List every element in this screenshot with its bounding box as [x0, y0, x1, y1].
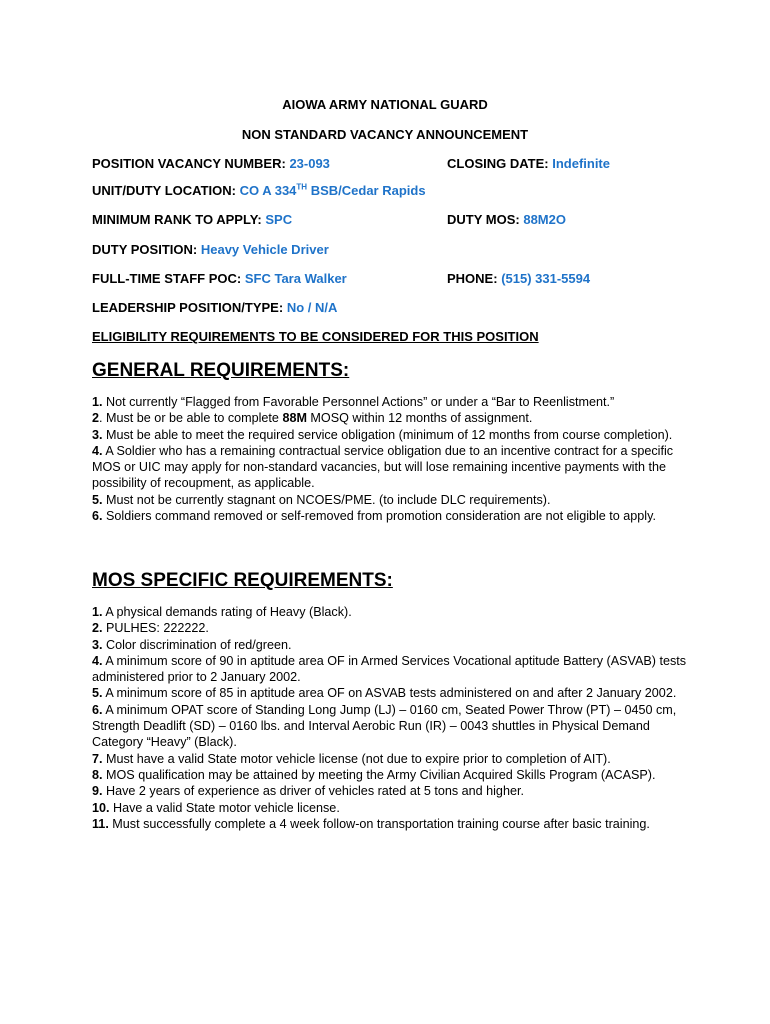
closing-date-value: Indefinite: [552, 156, 610, 171]
leadership-value: No / N/A: [286, 300, 338, 315]
position-vacancy-field: [92, 156, 330, 171]
item-number: 3.: [92, 637, 103, 652]
position-vacancy-label: POSITION VACANCY NUMBER:: [92, 156, 286, 171]
general-requirements-heading: GENERAL REQUIREMENTS:: [92, 360, 350, 381]
list-item: [92, 816, 692, 832]
item-text: Have 2 years of experience as driver of vehicles rated at 5 tons and higher.: [102, 784, 524, 799]
phone-field: [447, 271, 590, 286]
phone-label: PHONE:: [447, 271, 498, 286]
poc-value: SFC Tara Walker: [244, 271, 347, 286]
duty-mos-label: DUTY MOS:: [447, 212, 520, 227]
item-text: PULHES: 222222.: [102, 621, 209, 636]
min-rank-field: [92, 212, 292, 227]
item-number: 2.: [92, 621, 103, 636]
item-text-bold: 88M: [282, 411, 307, 426]
item-text: Not currently “Flagged from Favorable Personnel Actions” or under a “Bar to Reenlistment.”: [102, 395, 615, 409]
item-number: 2: [92, 411, 100, 426]
list-item: [92, 410, 692, 426]
item-number: 6.: [92, 702, 103, 717]
list-item: [92, 685, 692, 701]
item-text: Must have a valid State motor vehicle license (not due to expire prior to completion of AIT).: [102, 751, 611, 766]
item-number: 5.: [92, 686, 103, 701]
item-number: 3.: [92, 427, 103, 442]
duty-mos-field: [447, 212, 566, 227]
list-item: [92, 653, 692, 686]
leadership-field: [92, 300, 337, 315]
mos-requirements-list: [92, 604, 692, 832]
duty-position-field: [92, 242, 329, 257]
item-text: A minimum score of 90 in aptitude area OF in Armed Services Vocational aptitude Battery (ASVAB) tests administered prior to 2 January 2002.: [92, 653, 687, 685]
duty-position-label: DUTY POSITION:: [92, 242, 198, 257]
poc-field: [92, 271, 347, 286]
item-text: A Soldier who has a remaining contractual service obligation due to an incentive contract for a specific MOS or UIC may apply for non-standard vacancies, but will lose remaining incentive payments with the possibility of recoupment, as applicable.: [92, 443, 674, 491]
list-item: [92, 800, 692, 816]
list-item: [92, 620, 692, 636]
poc-label: FULL-TIME STAFF POC:: [92, 271, 242, 286]
document-title: NON STANDARD VACANCY ANNOUNCEMENT: [241, 127, 529, 142]
phone-value: (515) 331-5594: [501, 271, 591, 286]
unit-value-main: CO A 334: [239, 183, 297, 198]
item-text: A minimum score of 85 in aptitude area OF on ASVAB tests administered on and after 2 January 2002.: [102, 686, 677, 701]
item-number: 9.: [92, 784, 103, 799]
list-item: [92, 767, 692, 783]
item-text: A minimum OPAT score of Standing Long Jump (LJ) – 0160 cm, Seated Power Throw (PT) – 0450 cm, Strength Deadlift (SD) – 0160 lbs. and Interval Aerobic Run (IR) – 0043 shuttles in Physical Demand Category “Heavy” (Black).: [92, 702, 677, 750]
item-text-pre: . Must be or be able to complete: [99, 411, 283, 426]
unit-location-label: UNIT/DUTY LOCATION:: [92, 183, 236, 198]
list-item: [92, 637, 692, 653]
org-title: AIOWA ARMY NATIONAL GUARD: [282, 97, 488, 112]
item-number: 4.: [92, 653, 103, 668]
min-rank-value: SPC: [265, 212, 293, 227]
closing-date-field: [447, 156, 610, 171]
list-item: [92, 508, 692, 524]
list-item: [92, 492, 692, 508]
general-requirements-list: [92, 394, 692, 524]
item-text: Color discrimination of red/green.: [102, 637, 292, 652]
item-text: Must be able to meet the required service obligation (minimum of 12 months from course completion).: [102, 427, 673, 442]
item-number: 6.: [92, 509, 103, 524]
leadership-label: LEADERSHIP POSITION/TYPE:: [92, 300, 284, 315]
list-item: [92, 783, 692, 799]
unit-location-value: [240, 183, 426, 198]
eligibility-heading: ELIGIBILITY REQUIREMENTS TO BE CONSIDERED FOR THIS POSITION: [92, 329, 539, 344]
item-number: 11.: [92, 816, 109, 831]
list-item: [92, 427, 692, 443]
position-vacancy-value: 23-093: [289, 156, 330, 171]
item-number: 5.: [92, 492, 103, 507]
item-text: Must not be currently stagnant on NCOES/PME. (to include DLC requirements).: [102, 492, 551, 507]
list-item: [92, 394, 692, 410]
unit-value-superscript: TH: [296, 182, 308, 192]
item-text: Must successfully complete a 4 week follow-on transportation training course after basic training.: [108, 816, 650, 831]
list-item: [92, 443, 692, 492]
item-number: 10.: [92, 800, 110, 815]
duty-mos-value: 88M2O: [523, 212, 566, 227]
item-text: MOS qualification may be attained by meeting the Army Civilian Acquired Skills Program (ACASP).: [102, 767, 656, 782]
item-number: 7.: [92, 751, 103, 766]
closing-date-label: CLOSING DATE:: [447, 156, 549, 171]
item-number: 8.: [92, 767, 103, 782]
item-number: 1.: [92, 395, 103, 409]
list-item: [92, 702, 692, 751]
unit-value-rest: BSB/Cedar Rapids: [307, 183, 426, 198]
item-text: Have a valid State motor vehicle license.: [109, 800, 340, 815]
duty-position-value: Heavy Vehicle Driver: [200, 242, 329, 257]
unit-location-field: [92, 183, 426, 198]
min-rank-label: MINIMUM RANK TO APPLY:: [92, 212, 262, 227]
item-text-post: MOSQ within 12 months of assignment.: [306, 411, 533, 426]
list-item: [92, 604, 692, 620]
item-number: 1.: [92, 605, 103, 619]
item-number: 4.: [92, 443, 103, 458]
list-item: [92, 751, 692, 767]
item-text: Soldiers command removed or self-removed from promotion consideration are not eligible to apply.: [102, 509, 656, 524]
mos-requirements-heading: MOS SPECIFIC REQUIREMENTS:: [92, 570, 393, 591]
item-text: A physical demands rating of Heavy (Black).: [102, 605, 352, 619]
